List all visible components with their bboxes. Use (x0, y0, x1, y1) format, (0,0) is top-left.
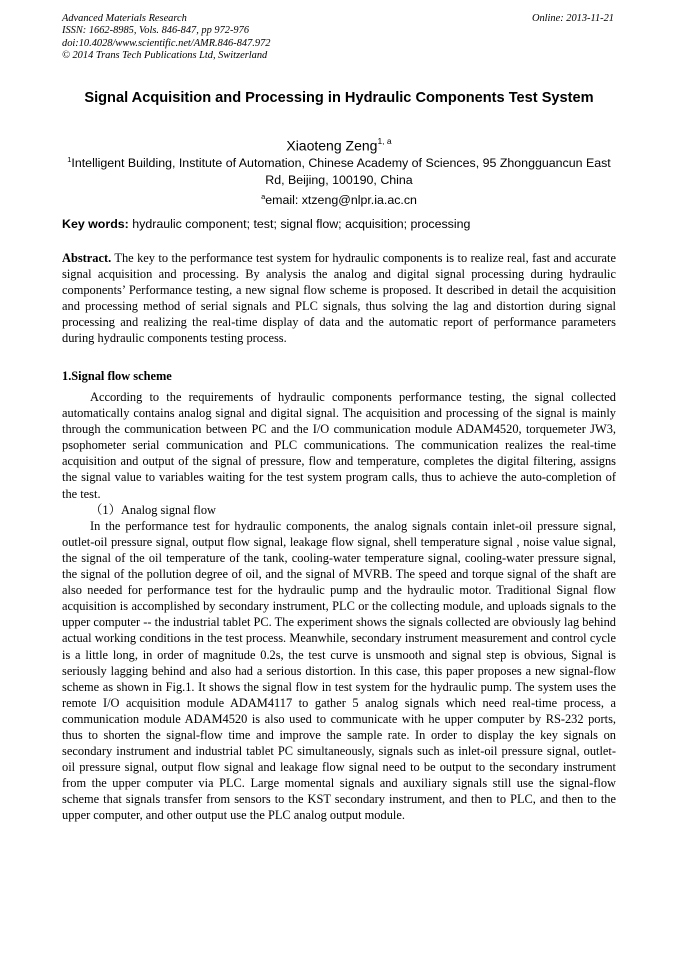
journal-header (62, 13, 270, 63)
affiliation-superscript: 1 (67, 154, 72, 164)
subheading-analog-signal-flow: （1）Analog signal flow (90, 502, 216, 517)
author-line (62, 133, 616, 155)
copyright-line: © 2014 Trans Tech Publications Ltd, Switzerland (62, 50, 268, 62)
author-superscript: 1, a (377, 136, 392, 146)
email-superscript: a (261, 191, 266, 201)
author-name: Xiaoteng Zeng (286, 137, 378, 154)
journal-name: Advanced Materials Research (62, 13, 187, 24)
body-text (62, 389, 616, 824)
section-heading: 1.Signal flow scheme (62, 369, 172, 383)
paragraph-2: In the performance test for hydraulic components, the analog signals contain inlet-oil pressure signal, outlet-oil pressure signal, output flow signal, leakage flow signal, shell temperature signal , noise value signal, the signal of the oil temperature of the tank, cooling-water temperature signal, cooling-water pressure signal, the signal of the pollution degree of oil, and the signal of MVRB. The speed and torque signal of the shaft are also needed for performance test for the hydraulic pump and the hydraulic motor. Traditional Signal flow acquisition is accomplished by secondary instrument, PLC or the collecting module, and uploads signals to the upper computer -- the industrial tablet PC. The experiment shows the signals collected are obviously lag behind actual working conditions in the test process. Meanwhile, secondary instrument measurement and control cycle is a little long, in order of magnitude 0.2s, the test curve is unsmooth and signal step is obvious, Signal is seriously lagging behind and also had a serious distortion. In this case, this paper proposes a new signal-flow scheme as shown in Fig.1. It shows the signal flow in test system for the hydraulic pump. The system uses the remote I/O acquisition module ADAM4117 to gather 5 analog signals which need real-time process, a communication module ADAM4520 is also used to communicate with he upper computer by RS-232 ports, thus to shorten the signal-flow time and improve the sample rate. In order to display the key signals on secondary instrument and industrial tablet PC simultaneously, signals such as inlet-oil pressure signal, outlet-oil pressure signal, output flow signal and leakage flow signal need to be output to the secondary instrument from the upper computer via PLC. Large momental signals and auxiliary signals still use the signal-flow scheme that signals transfer from sensors to the KST secondary instrument, and then to PLC, and then to the upper computer, and other output use the PLC analog output module. (62, 518, 616, 823)
paper-title: Signal Acquisition and Processing in Hydraulic Components Test System (84, 90, 594, 106)
keywords (62, 216, 616, 232)
online-date: Online: 2013-11-21 (531, 13, 614, 24)
keywords-label: Key words: (62, 217, 129, 231)
abstract (62, 250, 616, 347)
email-line (62, 192, 616, 208)
affiliation-text: Intelligent Building, Institute of Automation, Chinese Academy of Sciences, 95 Zhongguancun East Rd, Beijing, 100190, China (71, 156, 611, 187)
abstract-label: Abstract. (62, 251, 112, 265)
keywords-text: hydraulic component; test; signal flow; acquisition; processing (132, 217, 471, 231)
abstract-text: The key to the performance test system for hydraulic components is to realize real, fast and accurate signal acquisition and processing. By analysis the analog and digital signal processing during hydraulic components’ Performance testing, a new signal flow scheme is proposed. It described in detail the acquisition and processing method of serial signals and PLC signals, thus solving the lag and distortion during signal processing and realizing the real-time display of data and the automatic report of performance parameters during hydraulic components testing process. (62, 251, 616, 346)
email-text: email: xtzeng@nlpr.ia.ac.cn (265, 193, 417, 207)
issn-line: ISSN: 1662-8985, Vols. 846-847, pp 972-976 (62, 25, 250, 37)
affiliation (62, 155, 616, 189)
paragraph-1: According to the requirements of hydraulic components performance testing, the signal collected automatically contains analog signal and digital signal. The acquisition and processing of the signal is mainly through the communication between PC and the I/O communication module ADAM4520, torquemeter JW3, psophometer serial communication and PLC communications. The communication realizes the real-time acquisition and output of the signal of pressure, flow and temperature, completes the digital filtering, assigns the signal value to variables waiting for the test system program calls, thus to achieve the auto-completion of the test. (62, 390, 616, 501)
doi-line: doi:10.4028/www.scientific.net/AMR.846-847.972 (62, 37, 271, 49)
